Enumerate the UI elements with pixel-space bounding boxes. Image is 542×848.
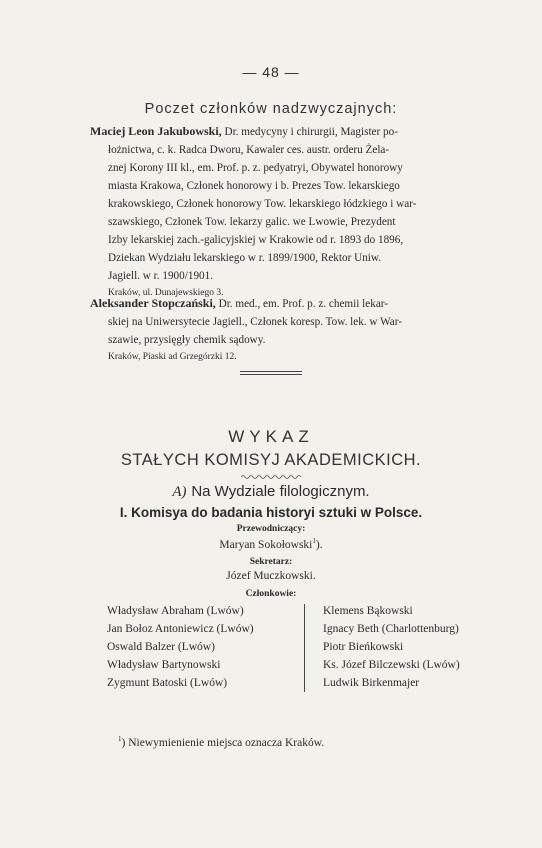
wykaz-title: WYKAZ [228,427,314,446]
chair-label: Przewodniczący: [236,524,306,534]
footnote-mark: 1 [118,735,122,743]
member-address: Kraków, Piaski ad Grzegórzki 12. [108,352,237,362]
members-left-column [107,602,254,692]
faculty-heading-line [0,482,542,501]
faculty-letter: A) [172,484,187,500]
list-item: Władysław Abraham (Lwów) [107,605,244,617]
entry-line: szawskiego, Członek Tow. lekarzy galic. we Lwowie, Prezydent [108,216,396,228]
entry-line: Dr. med., em. Prof. p. z. chemii lekar- [218,298,389,310]
entry-first-line [90,294,446,313]
list-item: Ludwik Birkenmajer [323,677,420,689]
members-right-column [323,602,460,692]
entry-line: miasta Krakowa, Członek honorowy i b. Prezes Tow. lekarskiego [108,180,400,192]
list-item: Ks. Józef Bilczewski (Lwów) [323,659,460,671]
chair-name: Maryan Sokołowski [219,538,313,551]
entry-first-line [90,122,446,141]
wavy-ornament [241,474,303,480]
chair-footnote-mark: 1 [312,537,316,545]
divider-rule [240,371,302,372]
footnote [118,735,324,749]
member-entry-stopczanski [90,294,446,365]
entry-line: Dziekan Wydziału lekarskiego w r. 1899/1900, Rektor Uniw. [108,252,382,264]
member-entry-jakubowski [90,122,446,301]
secretary-label: Sekretarz: [249,557,293,567]
entry-line: skiej na Uniwersytecie Jagiell., Członek koresp. Tow. lek. w War- [108,316,402,328]
list-item: Klemens Bąkowski [323,605,413,617]
member-name: Maciej Leon Jakubowski, [90,124,222,138]
secretary-name: Józef Muczkowski. [226,570,316,582]
entry-line: Dr. medycyny i chirurgii, Magister po- [224,126,398,138]
entry-line: szawie, przysięgły chemik sądowy. [108,334,266,346]
list-item: Piotr Bieńkowski [323,641,404,653]
faculty-heading: Na Wydziale filologicznym. [191,483,370,500]
entry-line: Jagiell. w r. 1900/1901. [108,270,214,282]
list-item: Oswald Balzer (Lwów) [107,641,215,653]
member-address: Kraków, ul. Dunajewskiego 3. [108,288,224,298]
members-label: Członkowie: [245,589,297,599]
entry-line: Izby lekarskiej zach.-galicyjskiej w Krakowie od r. 1893 do 1896, [108,234,404,246]
list-item: Władysław Bartynowski [107,659,221,671]
list-item: Jan Bołoz Antoniewicz (Lwów) [107,623,254,635]
chair-line [0,537,542,551]
list-item: Zygmunt Batoski (Lwów) [107,677,228,689]
column-divider [304,604,305,692]
entry-line: krakowskiego, Członek honorowy Tow. lekarskiego łódzkiego i war- [108,198,417,210]
divider-rule [240,374,302,375]
list-item: Ignacy Beth (Charlottenburg) [323,623,459,635]
section-heading: Poczet członków nadzwyczajnych: [144,101,398,117]
wykaz-subtitle: STAŁYCH KOMISYJ AKADEMICKICH. [120,451,422,469]
chair-suffix: ). [315,538,323,551]
entry-line: znej Korony III kl., em. Prof. p. z. pedyatryi, Obywatel honorowy [108,162,403,174]
commission-heading: I. Komisya do badania historyi sztuki w Polsce. [119,505,423,520]
footnote-text: ) Niewymienienie miejsca oznacza Kraków. [121,736,325,749]
entry-line: łożnictwa, c. k. Radca Dworu, Kawaler ces. austr. orderu Żela- [108,144,390,156]
page-number: — 48 — [242,64,300,80]
member-name: Aleksander Stopczański, [90,296,216,310]
